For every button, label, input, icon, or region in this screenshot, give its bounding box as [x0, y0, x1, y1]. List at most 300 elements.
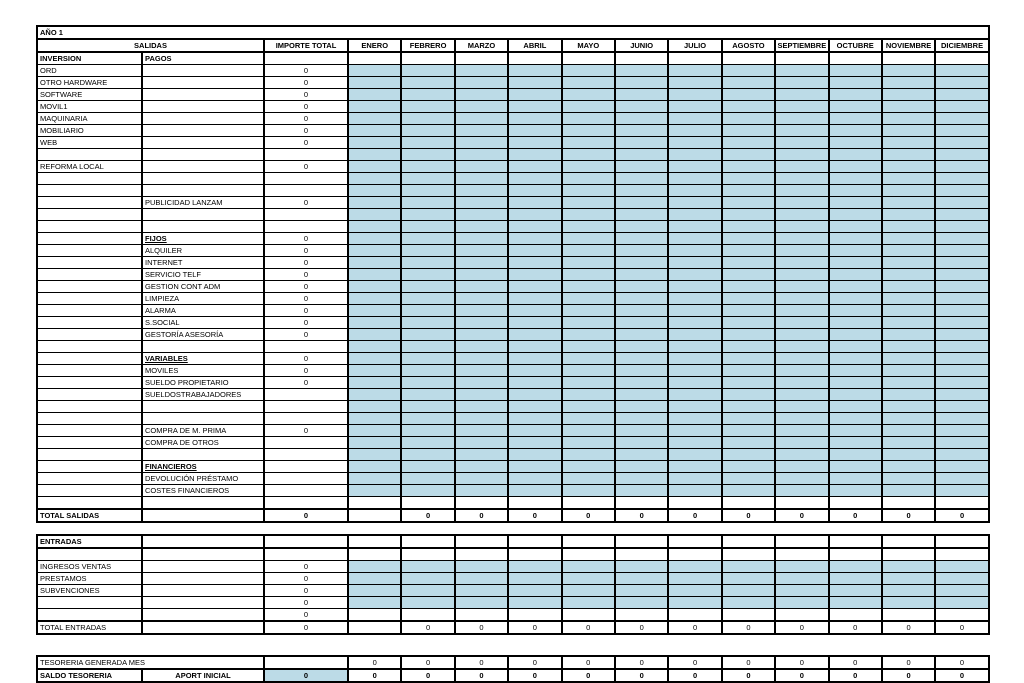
month-cell[interactable]	[508, 365, 561, 377]
tesoreria-generada-label-cell[interactable]: TESORERIA GENERADA MES	[37, 656, 264, 669]
month-cell[interactable]	[615, 389, 668, 401]
month-cell[interactable]	[508, 77, 561, 89]
month-cell[interactable]: 0	[882, 669, 935, 682]
month-cell[interactable]	[562, 485, 615, 497]
month-cell[interactable]	[348, 257, 401, 269]
month-header-octubre[interactable]: OCTUBRE	[829, 39, 882, 52]
month-cell[interactable]	[401, 535, 454, 548]
month-cell[interactable]	[455, 341, 508, 353]
month-cell[interactable]	[562, 353, 615, 365]
month-cell[interactable]	[508, 149, 561, 161]
month-cell[interactable]	[935, 535, 988, 548]
month-cell[interactable]	[562, 329, 615, 341]
month-cell[interactable]	[722, 473, 775, 485]
month-cell[interactable]	[775, 245, 828, 257]
month-cell[interactable]	[668, 473, 721, 485]
row-label-b-cell[interactable]	[142, 401, 264, 413]
row-label-a-cell[interactable]	[37, 149, 142, 161]
month-cell[interactable]	[668, 149, 721, 161]
row-label-b-cell[interactable]: COMPRA DE OTROS	[142, 437, 264, 449]
month-cell[interactable]	[508, 293, 561, 305]
month-cell[interactable]	[668, 245, 721, 257]
month-cell[interactable]	[508, 125, 561, 137]
month-cell[interactable]	[775, 137, 828, 149]
month-cell[interactable]	[668, 161, 721, 173]
month-cell[interactable]	[348, 585, 401, 597]
month-cell[interactable]	[562, 401, 615, 413]
month-cell[interactable]	[882, 125, 935, 137]
month-cell[interactable]	[829, 341, 882, 353]
month-cell[interactable]	[882, 609, 935, 622]
month-cell[interactable]	[562, 473, 615, 485]
saldo-importe-cell[interactable]: 0	[264, 669, 348, 682]
row-label-a-cell[interactable]	[37, 365, 142, 377]
row-label-b-cell[interactable]: VARIABLES	[142, 353, 264, 365]
month-cell[interactable]	[775, 561, 828, 573]
row-label-b-cell[interactable]: SERVICIO TELF	[142, 269, 264, 281]
month-cell[interactable]	[562, 341, 615, 353]
month-cell[interactable]	[348, 113, 401, 125]
month-cell[interactable]	[935, 401, 988, 413]
month-cell[interactable]	[882, 497, 935, 510]
salidas-header-cell[interactable]: SALIDAS	[37, 39, 264, 52]
importe-cell[interactable]: 0	[264, 89, 348, 101]
month-cell[interactable]	[401, 185, 454, 197]
month-cell[interactable]	[722, 425, 775, 437]
month-cell[interactable]	[508, 317, 561, 329]
month-cell[interactable]	[401, 461, 454, 473]
month-cell[interactable]	[348, 185, 401, 197]
month-cell[interactable]	[935, 221, 988, 233]
month-cell[interactable]	[401, 209, 454, 221]
importe-cell[interactable]: 0	[264, 329, 348, 341]
month-cell[interactable]	[935, 425, 988, 437]
month-cell[interactable]	[615, 437, 668, 449]
month-cell[interactable]	[722, 401, 775, 413]
month-header-diciembre[interactable]: DICIEMBRE	[935, 39, 988, 52]
month-cell[interactable]	[668, 389, 721, 401]
month-cell[interactable]	[562, 52, 615, 65]
row-label-a-cell[interactable]	[37, 245, 142, 257]
month-cell[interactable]	[348, 485, 401, 497]
importe-cell[interactable]	[264, 535, 348, 548]
month-cell[interactable]	[508, 269, 561, 281]
month-cell[interactable]	[562, 89, 615, 101]
importe-cell[interactable]: 0	[264, 305, 348, 317]
month-cell[interactable]	[508, 535, 561, 548]
month-cell[interactable]	[935, 473, 988, 485]
month-cell[interactable]	[615, 173, 668, 185]
month-cell[interactable]	[935, 137, 988, 149]
month-cell[interactable]	[562, 233, 615, 245]
importe-cell[interactable]: 0	[264, 245, 348, 257]
year-cell[interactable]: AÑO 1	[37, 26, 989, 39]
month-cell[interactable]	[775, 485, 828, 497]
month-cell[interactable]	[775, 305, 828, 317]
month-cell[interactable]	[348, 413, 401, 425]
month-cell[interactable]	[401, 269, 454, 281]
month-cell[interactable]	[775, 497, 828, 510]
month-cell[interactable]	[775, 365, 828, 377]
month-cell[interactable]	[882, 209, 935, 221]
month-cell[interactable]	[508, 257, 561, 269]
month-cell[interactable]	[829, 245, 882, 257]
importe-cell[interactable]	[264, 149, 348, 161]
month-cell[interactable]: 0	[935, 621, 988, 634]
month-cell[interactable]	[508, 65, 561, 77]
month-cell[interactable]	[935, 233, 988, 245]
month-cell[interactable]	[882, 149, 935, 161]
month-cell[interactable]	[562, 101, 615, 113]
month-cell[interactable]	[455, 293, 508, 305]
month-cell[interactable]	[775, 173, 828, 185]
month-cell[interactable]: 0	[722, 621, 775, 634]
month-cell[interactable]: 0	[615, 509, 668, 522]
month-cell[interactable]	[348, 535, 401, 548]
row-label-b-cell[interactable]: PUBLICIDAD LANZAM	[142, 197, 264, 209]
month-cell[interactable]	[882, 77, 935, 89]
month-cell[interactable]: 0	[935, 509, 988, 522]
month-cell[interactable]	[348, 77, 401, 89]
month-cell[interactable]: 0	[455, 621, 508, 634]
month-cell[interactable]	[455, 149, 508, 161]
month-cell[interactable]	[882, 437, 935, 449]
month-cell[interactable]	[455, 353, 508, 365]
month-cell[interactable]	[882, 257, 935, 269]
month-cell[interactable]: 0	[562, 509, 615, 522]
month-cell[interactable]	[348, 401, 401, 413]
month-cell[interactable]	[829, 305, 882, 317]
month-cell[interactable]	[401, 353, 454, 365]
month-cell[interactable]	[829, 597, 882, 609]
month-cell[interactable]	[615, 561, 668, 573]
month-cell[interactable]	[935, 89, 988, 101]
month-cell[interactable]	[668, 257, 721, 269]
month-cell[interactable]: 0	[562, 656, 615, 669]
month-cell[interactable]	[775, 185, 828, 197]
importe-cell[interactable]	[264, 221, 348, 233]
month-cell[interactable]	[455, 561, 508, 573]
month-cell[interactable]	[829, 609, 882, 622]
row-label-b-cell[interactable]: ALARMA	[142, 305, 264, 317]
row-label-b-cell[interactable]: DEVOLUCIÓN PRÉSTAMO	[142, 473, 264, 485]
month-cell[interactable]	[935, 209, 988, 221]
month-cell[interactable]	[615, 329, 668, 341]
row-label-b-cell[interactable]: SUELDO PROPIETARIO	[142, 377, 264, 389]
month-cell[interactable]	[455, 317, 508, 329]
month-cell[interactable]	[562, 173, 615, 185]
month-cell[interactable]	[455, 221, 508, 233]
month-cell[interactable]	[935, 437, 988, 449]
row-label-a-cell[interactable]	[37, 269, 142, 281]
row-label-b-cell[interactable]	[142, 89, 264, 101]
month-cell[interactable]	[882, 197, 935, 209]
month-cell[interactable]	[455, 425, 508, 437]
month-cell[interactable]	[775, 548, 828, 561]
row-label-a-cell[interactable]: OTRO HARDWARE	[37, 77, 142, 89]
importe-cell[interactable]	[264, 413, 348, 425]
month-cell[interactable]	[935, 125, 988, 137]
month-header-abril[interactable]: ABRIL	[508, 39, 561, 52]
row-label-b-cell[interactable]: INTERNET	[142, 257, 264, 269]
month-cell[interactable]	[508, 137, 561, 149]
month-cell[interactable]	[508, 437, 561, 449]
month-cell[interactable]	[348, 561, 401, 573]
row-label-a-cell[interactable]	[37, 401, 142, 413]
month-cell[interactable]	[401, 341, 454, 353]
month-cell[interactable]	[455, 197, 508, 209]
month-cell[interactable]	[882, 329, 935, 341]
month-cell[interactable]	[775, 113, 828, 125]
row-label-a-cell[interactable]	[37, 317, 142, 329]
month-cell[interactable]	[668, 221, 721, 233]
month-cell[interactable]	[829, 173, 882, 185]
month-cell[interactable]	[882, 89, 935, 101]
month-cell[interactable]	[935, 257, 988, 269]
month-cell[interactable]	[935, 245, 988, 257]
row-label-a-cell[interactable]	[37, 437, 142, 449]
month-cell[interactable]	[935, 461, 988, 473]
month-cell[interactable]	[935, 329, 988, 341]
month-cell[interactable]	[455, 77, 508, 89]
month-cell[interactable]	[562, 561, 615, 573]
month-cell[interactable]	[722, 389, 775, 401]
month-cell[interactable]	[348, 597, 401, 609]
importe-cell[interactable]: 0	[264, 233, 348, 245]
month-cell[interactable]	[882, 65, 935, 77]
month-cell[interactable]	[668, 293, 721, 305]
month-cell[interactable]	[668, 377, 721, 389]
row-label-b-cell[interactable]: FIJOS	[142, 233, 264, 245]
month-cell[interactable]	[775, 449, 828, 461]
month-cell[interactable]	[668, 125, 721, 137]
month-cell[interactable]: 0	[455, 509, 508, 522]
month-cell[interactable]	[882, 389, 935, 401]
month-cell[interactable]	[668, 281, 721, 293]
row-label-b-cell[interactable]	[142, 609, 264, 622]
total-entradas-label-cell[interactable]: TOTAL ENTRADAS	[37, 621, 142, 634]
month-cell[interactable]: 0	[455, 656, 508, 669]
month-cell[interactable]	[829, 101, 882, 113]
importe-total-header-cell[interactable]: IMPORTE TOTAL	[264, 39, 348, 52]
month-cell[interactable]	[935, 485, 988, 497]
row-label-a-cell[interactable]	[37, 548, 142, 561]
month-cell[interactable]	[775, 269, 828, 281]
aport-inicial-cell[interactable]: APORT INICIAL	[142, 669, 264, 682]
month-cell[interactable]: 0	[775, 621, 828, 634]
month-cell[interactable]	[508, 609, 561, 622]
month-cell[interactable]	[615, 548, 668, 561]
month-cell[interactable]	[882, 281, 935, 293]
month-cell[interactable]	[935, 65, 988, 77]
month-cell[interactable]	[508, 485, 561, 497]
month-cell[interactable]	[615, 185, 668, 197]
month-cell[interactable]	[348, 621, 401, 634]
month-cell[interactable]	[508, 353, 561, 365]
month-cell[interactable]	[829, 233, 882, 245]
month-cell[interactable]	[935, 449, 988, 461]
month-cell[interactable]	[829, 437, 882, 449]
importe-cell[interactable]: 0	[264, 585, 348, 597]
month-cell[interactable]	[775, 161, 828, 173]
row-label-a-cell[interactable]	[37, 597, 142, 609]
month-cell[interactable]	[562, 65, 615, 77]
row-label-b-cell[interactable]: FINANCIEROS	[142, 461, 264, 473]
month-cell[interactable]	[401, 161, 454, 173]
month-cell[interactable]	[508, 245, 561, 257]
month-cell[interactable]	[935, 317, 988, 329]
month-cell[interactable]	[882, 101, 935, 113]
month-cell[interactable]	[882, 473, 935, 485]
month-cell[interactable]	[401, 89, 454, 101]
month-cell[interactable]	[401, 377, 454, 389]
month-cell[interactable]	[935, 101, 988, 113]
month-cell[interactable]	[348, 425, 401, 437]
month-cell[interactable]	[455, 449, 508, 461]
month-cell[interactable]	[668, 449, 721, 461]
importe-cell[interactable]: 0	[264, 365, 348, 377]
month-cell[interactable]	[829, 377, 882, 389]
month-cell[interactable]	[668, 233, 721, 245]
month-cell[interactable]	[722, 597, 775, 609]
month-cell[interactable]	[615, 77, 668, 89]
month-cell[interactable]	[455, 305, 508, 317]
month-cell[interactable]	[775, 389, 828, 401]
month-cell[interactable]	[615, 473, 668, 485]
month-cell[interactable]	[668, 341, 721, 353]
row-label-b-cell[interactable]	[142, 101, 264, 113]
importe-cell[interactable]	[264, 473, 348, 485]
month-cell[interactable]	[615, 413, 668, 425]
month-cell[interactable]	[562, 77, 615, 89]
month-cell[interactable]: 0	[401, 669, 454, 682]
month-cell[interactable]	[882, 573, 935, 585]
month-cell[interactable]	[668, 173, 721, 185]
month-cell[interactable]	[668, 535, 721, 548]
month-cell[interactable]	[562, 293, 615, 305]
row-label-b-cell[interactable]: SUELDOSTRABAJADORES	[142, 389, 264, 401]
month-cell[interactable]	[401, 137, 454, 149]
month-cell[interactable]	[882, 221, 935, 233]
month-cell[interactable]	[722, 535, 775, 548]
month-cell[interactable]	[615, 281, 668, 293]
month-cell[interactable]	[508, 389, 561, 401]
month-cell[interactable]	[775, 609, 828, 622]
month-cell[interactable]	[401, 305, 454, 317]
month-cell[interactable]	[882, 597, 935, 609]
month-cell[interactable]	[615, 317, 668, 329]
month-cell[interactable]	[882, 269, 935, 281]
month-cell[interactable]: 0	[348, 669, 401, 682]
month-cell[interactable]	[935, 52, 988, 65]
month-cell[interactable]: 0	[508, 509, 561, 522]
month-cell[interactable]	[562, 305, 615, 317]
row-label-b-cell[interactable]: S.SOCIAL	[142, 317, 264, 329]
month-cell[interactable]	[829, 449, 882, 461]
month-cell[interactable]	[882, 353, 935, 365]
month-cell[interactable]	[722, 485, 775, 497]
importe-cell[interactable]: 0	[264, 293, 348, 305]
month-cell[interactable]	[775, 317, 828, 329]
month-cell[interactable]	[455, 573, 508, 585]
month-cell[interactable]	[722, 377, 775, 389]
month-cell[interactable]	[615, 461, 668, 473]
month-cell[interactable]	[722, 413, 775, 425]
importe-cell[interactable]: 0	[264, 353, 348, 365]
row-label-b-cell[interactable]: COMPRA DE M. PRIMA	[142, 425, 264, 437]
month-cell[interactable]	[562, 413, 615, 425]
month-cell[interactable]	[455, 173, 508, 185]
month-cell[interactable]	[882, 233, 935, 245]
month-cell[interactable]	[455, 89, 508, 101]
month-cell[interactable]	[401, 473, 454, 485]
row-label-b-cell[interactable]: PAGOS	[142, 52, 264, 65]
month-cell[interactable]	[562, 437, 615, 449]
importe-cell[interactable]	[264, 185, 348, 197]
month-header-junio[interactable]: JUNIO	[615, 39, 668, 52]
row-label-a-cell[interactable]: WEB	[37, 137, 142, 149]
month-cell[interactable]	[508, 173, 561, 185]
importe-cell[interactable]: 0	[264, 101, 348, 113]
month-cell[interactable]	[722, 329, 775, 341]
month-cell[interactable]	[455, 161, 508, 173]
month-cell[interactable]	[508, 597, 561, 609]
month-cell[interactable]	[455, 413, 508, 425]
row-label-b-cell[interactable]	[142, 597, 264, 609]
row-label-a-cell[interactable]	[37, 281, 142, 293]
month-cell[interactable]	[562, 137, 615, 149]
row-label-a-cell[interactable]: MOBILIARIO	[37, 125, 142, 137]
month-cell[interactable]	[775, 401, 828, 413]
month-cell[interactable]	[775, 341, 828, 353]
month-cell[interactable]	[775, 65, 828, 77]
month-cell[interactable]	[401, 561, 454, 573]
month-cell[interactable]	[775, 473, 828, 485]
month-cell[interactable]	[882, 377, 935, 389]
month-cell[interactable]	[882, 161, 935, 173]
month-cell[interactable]	[882, 485, 935, 497]
month-cell[interactable]	[401, 317, 454, 329]
month-cell[interactable]	[775, 293, 828, 305]
month-cell[interactable]	[401, 449, 454, 461]
month-cell[interactable]: 0	[882, 656, 935, 669]
month-cell[interactable]	[615, 113, 668, 125]
month-cell[interactable]	[668, 561, 721, 573]
month-cell[interactable]	[935, 197, 988, 209]
month-cell[interactable]	[722, 449, 775, 461]
row-label-a-cell[interactable]	[37, 341, 142, 353]
month-cell[interactable]	[829, 425, 882, 437]
row-label-a-cell[interactable]: PRESTAMOS	[37, 573, 142, 585]
month-cell[interactable]	[615, 161, 668, 173]
row-label-a-cell[interactable]	[37, 389, 142, 401]
month-cell[interactable]: 0	[348, 656, 401, 669]
month-cell[interactable]	[615, 293, 668, 305]
importe-cell[interactable]: 0	[264, 137, 348, 149]
importe-cell[interactable]	[264, 485, 348, 497]
month-cell[interactable]	[668, 609, 721, 622]
month-cell[interactable]	[722, 305, 775, 317]
row-label-b-cell[interactable]	[142, 585, 264, 597]
month-cell[interactable]	[508, 281, 561, 293]
month-cell[interactable]	[615, 365, 668, 377]
month-cell[interactable]	[348, 305, 401, 317]
month-cell[interactable]	[775, 101, 828, 113]
month-cell[interactable]	[775, 437, 828, 449]
month-cell[interactable]	[722, 437, 775, 449]
month-cell[interactable]	[882, 461, 935, 473]
month-cell[interactable]	[455, 535, 508, 548]
